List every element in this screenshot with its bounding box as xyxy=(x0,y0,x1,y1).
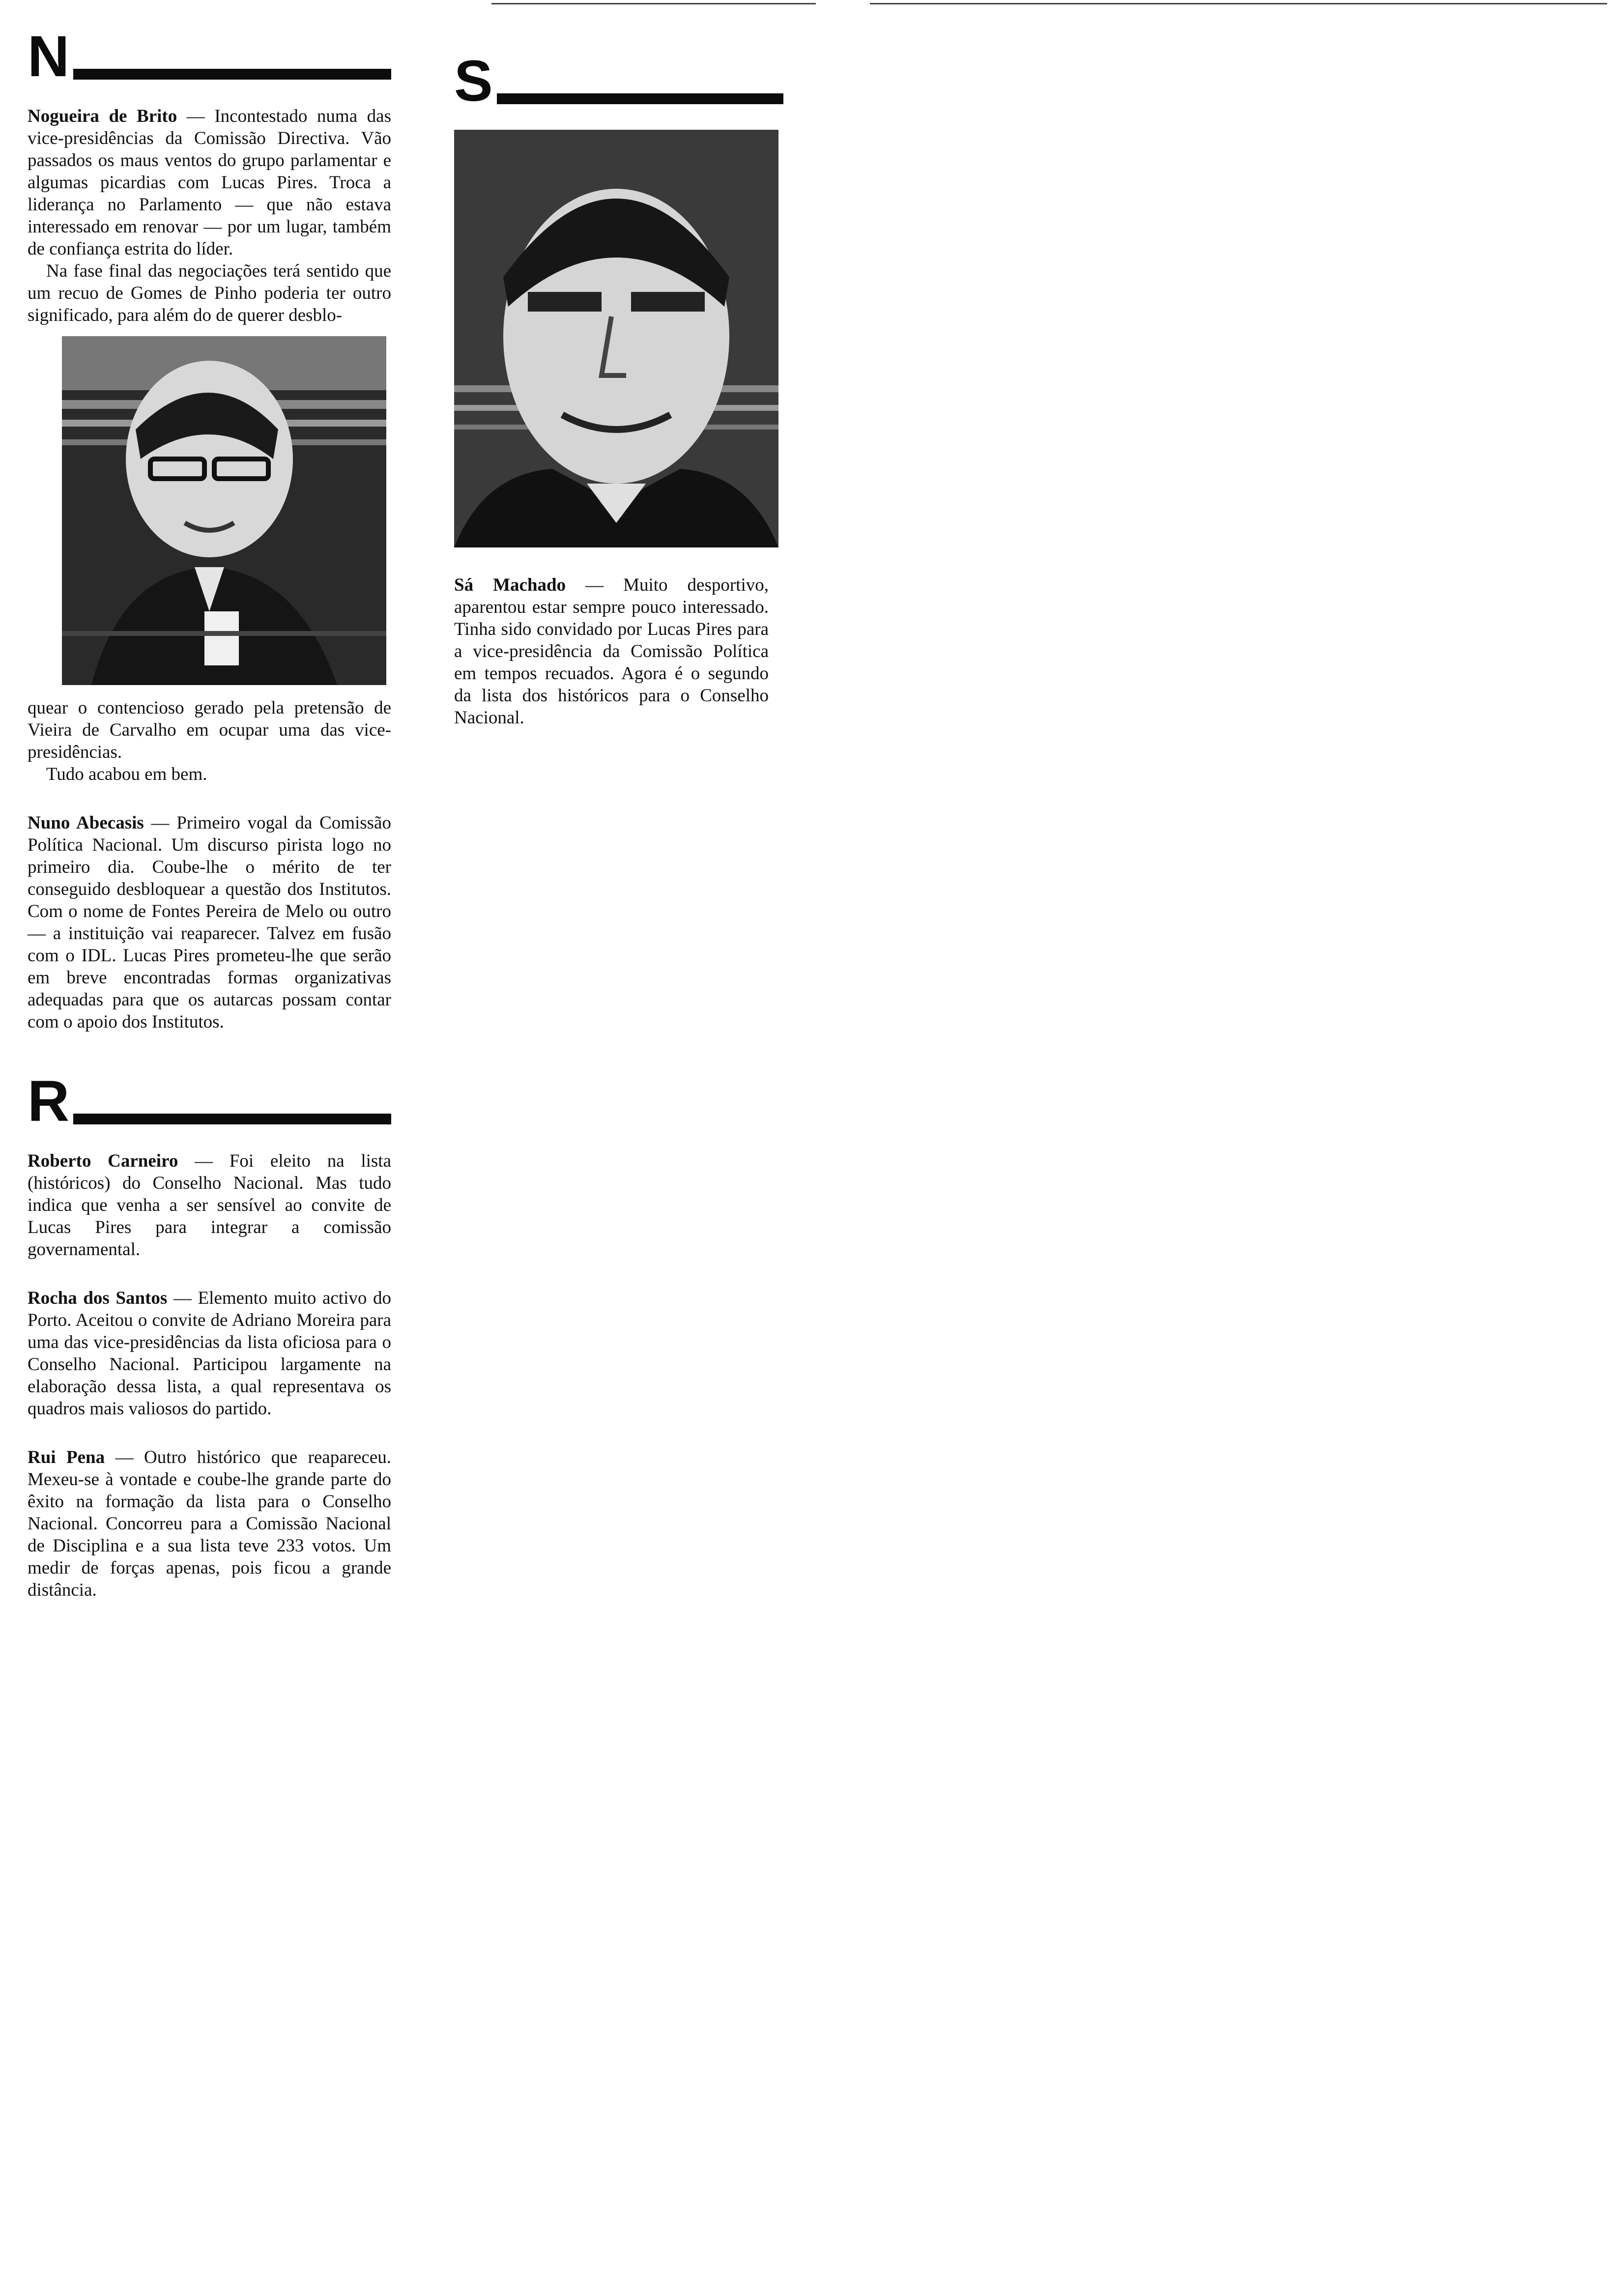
left-column xyxy=(28,24,392,1628)
right-column xyxy=(454,49,783,755)
entry-text: — Foi eleito na lista (históricos) do Conselho Nacional. Mas tudo indica que venha a ser sensível ao convite de Lucas Pires para integrar a comissão governamental. xyxy=(28,1151,392,1260)
entry-roberto-carneiro xyxy=(28,1150,391,1261)
entry-name: Rui Pena xyxy=(28,1447,105,1467)
section-bar-r xyxy=(73,1114,391,1124)
section-header-s xyxy=(454,49,783,114)
entry-name: Rocha dos Santos xyxy=(28,1288,168,1308)
entry-text: — Outro histórico que reapareceu. Mexeu-se à vontade e coube-lhe grande parte do êxito na formação da lista para o Conselho Nacional. Concorreu para a Comissão Nacional de Disciplina e a sua lista teve 233 votos. Um medir de forças apenas, pois ficou a grande distância. xyxy=(28,1447,391,1600)
entry-name: Roberto Carneiro xyxy=(28,1151,178,1171)
sa-machado-photo xyxy=(454,130,778,547)
section-letter-s: S xyxy=(454,49,493,114)
section-letter-n: N xyxy=(28,24,70,89)
portrait-photo-icon xyxy=(62,336,386,685)
top-rule-left xyxy=(491,3,816,4)
entry-text: — Elemento muito activo do Porto. Aceitou o convite de Adriano Moreira para uma das vice-presidências da lista oficiosa para o Conselho Nacional. Participou largamente na elaboração dessa lista, a qual representava os quadros mais valiosos do partido. xyxy=(28,1288,391,1419)
entry-rui-pena xyxy=(28,1446,391,1601)
entry-text-after-photo: quear o contencioso gerado pela pretensão de Vieira de Carvalho em ocupar uma das vice-presidências. xyxy=(28,698,391,762)
section-bar-n xyxy=(73,69,391,80)
nogueira-de-brito-photo xyxy=(62,336,386,685)
section-bar-s xyxy=(497,93,783,104)
entry-name: Sá Machado xyxy=(454,575,566,595)
entry-nogueira-de-brito xyxy=(28,105,391,785)
section-letter-r: R xyxy=(28,1069,70,1134)
entry-text: — Muito desportivo, aparentou estar sempre pouco interessado. Tinha sido convidado por Lucas Pires para a vice-presidência da Comissão Política em tempos recuados. Agora é o segundo da lista dos históricos para o Conselho Nacional. xyxy=(454,575,769,728)
entry-name: Nuno Abecasis xyxy=(28,813,144,833)
section-header-n xyxy=(28,24,391,89)
entry-rocha-dos-santos xyxy=(28,1287,391,1420)
entry-text: — Incontestado numa das vice-presidências da Comissão Directiva. Vão passados os maus ventos do grupo parlamentar e algumas picardias com Lucas Pires. Troca a liderança no Parlamento — que não estava interessado em renovar — por um lugar, também de confiança estrita do líder. xyxy=(28,106,392,259)
section-header-r xyxy=(28,1069,391,1134)
entry-text-closing: Tudo acabou em bem. xyxy=(46,764,207,784)
entry-text: — Primeiro vogal da Comissão Política Nacional. Um discurso pirista logo no primeiro dia. Coube-lhe o mérito de ter conseguido desbloquear a questão dos Institutos. Com o nome de Fontes Pereira de Melo ou outro — a instituição vai reaparecer. Talvez em fusão com o IDL. Lucas Pires prometeu-lhe que serão em breve encontradas formas organizativas adequadas para que os autarcas possam contar com o apoio dos Institutos. xyxy=(28,813,391,1032)
portrait-photo-icon xyxy=(454,130,778,547)
entry-sa-machado xyxy=(454,574,769,729)
top-rule-right xyxy=(870,3,1607,4)
entry-name: Nogueira de Brito xyxy=(28,106,177,126)
entry-text-continued: Na fase final das negociações terá sentido que um recuo de Gomes de Pinho poderia ter outro significado, para além do de querer desblo- xyxy=(28,261,391,325)
entry-nuno-abecasis xyxy=(28,812,391,1033)
section-spacer xyxy=(28,1060,391,1074)
